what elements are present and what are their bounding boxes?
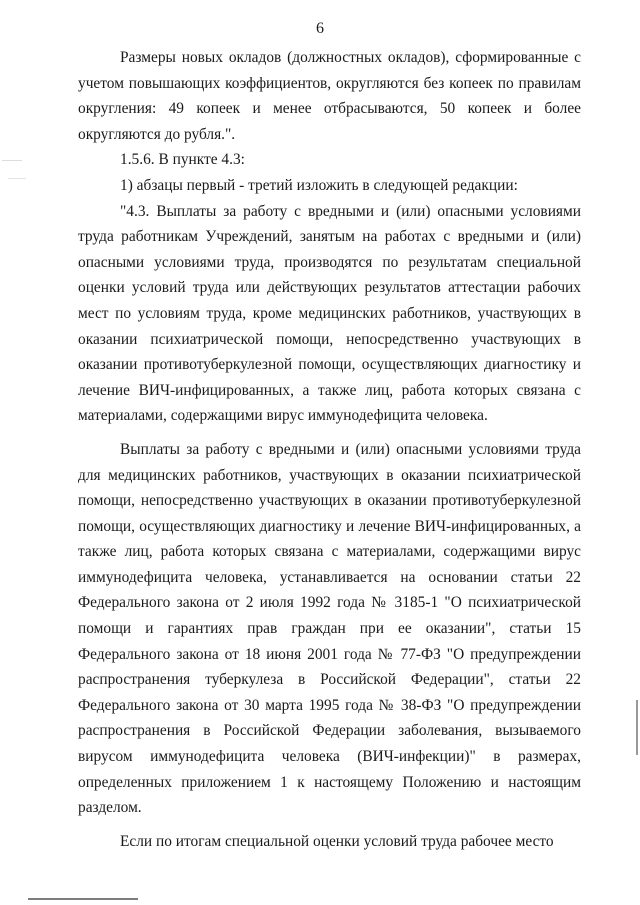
paragraph-salary-rounding: Размеры новых окладов (должностных окладов), сформированные с учетом повышающих коэффициентов, округляются без копеек по правилам округления: 49 копеек и менее отбрасываются, 50 копеек и более округляются до рубля.". [78,49,581,143]
scan-artifact [8,178,26,179]
paragraph-amendment-intro: 1) абзацы первый - третий изложить в следующей редакции: [120,176,518,194]
scan-edge-mark [28,898,138,900]
scan-edge-mark [636,700,638,755]
document-body [78,45,581,854]
page-number: 6 [316,20,324,37]
paragraph-special-assessment: Если по итогам специальной оценки условий труда рабочее место [120,832,554,850]
paragraph-clause-4-3: "4.3. Выплаты за работу с вредными и (или) опасными условиями труда работникам Учреждений, занятым на работах с вредными и (или) опасными условиями труда, производятся по результатам специальной оценки условий труда или действующих результатов аттестации рабочих мест по условиям труда, кроме медицинских работников, участвующих в оказании психиатрической помощи, непосредственно участвующих в оказании противотуберкулезной помощи, осуществляющих диагностику и лечение ВИЧ-инфицированных, а также лиц, работа которых связана с материалами, содержащими вирус иммунодефицита человека. [78,202,581,425]
paragraph-medical-workers-payments: Выплаты за работу с вредными и (или) опасными условиями труда для медицинских работников, участвующих в оказании психиатрической помощи, непосредственно участвующих в оказании противотуберкулезной помощи, осуществляющих диагностику и лечение ВИЧ-инфицированных, а также лиц, работа которых связана с материалами, содержащими вирус иммунодефицита человека, устанавливается на основании статьи 22 Федерального закона от 2 июля 1992 года № 3185-1 "О психиатрической помощи и гарантиях прав граждан при ее оказании", статьи 15 Федерального закона от 18 июня 2001 года № 77-ФЗ "О предупреждении распространения туберкулеза в Российской Федерации", статьи 22 Федерального закона от 30 марта 1995 года № 38-ФЗ "О предупреждении распространения в Российской Федерации заболевания, вызываемого вирусом иммунодефицита человека (ВИЧ-инфекции)" в размерах, определенных приложением 1 к настоящему Положению и настоящим разделом. [78,440,581,817]
paragraph-clause-1-5-6: 1.5.6. В пункте 4.3: [120,151,245,169]
scan-artifact [2,160,22,161]
